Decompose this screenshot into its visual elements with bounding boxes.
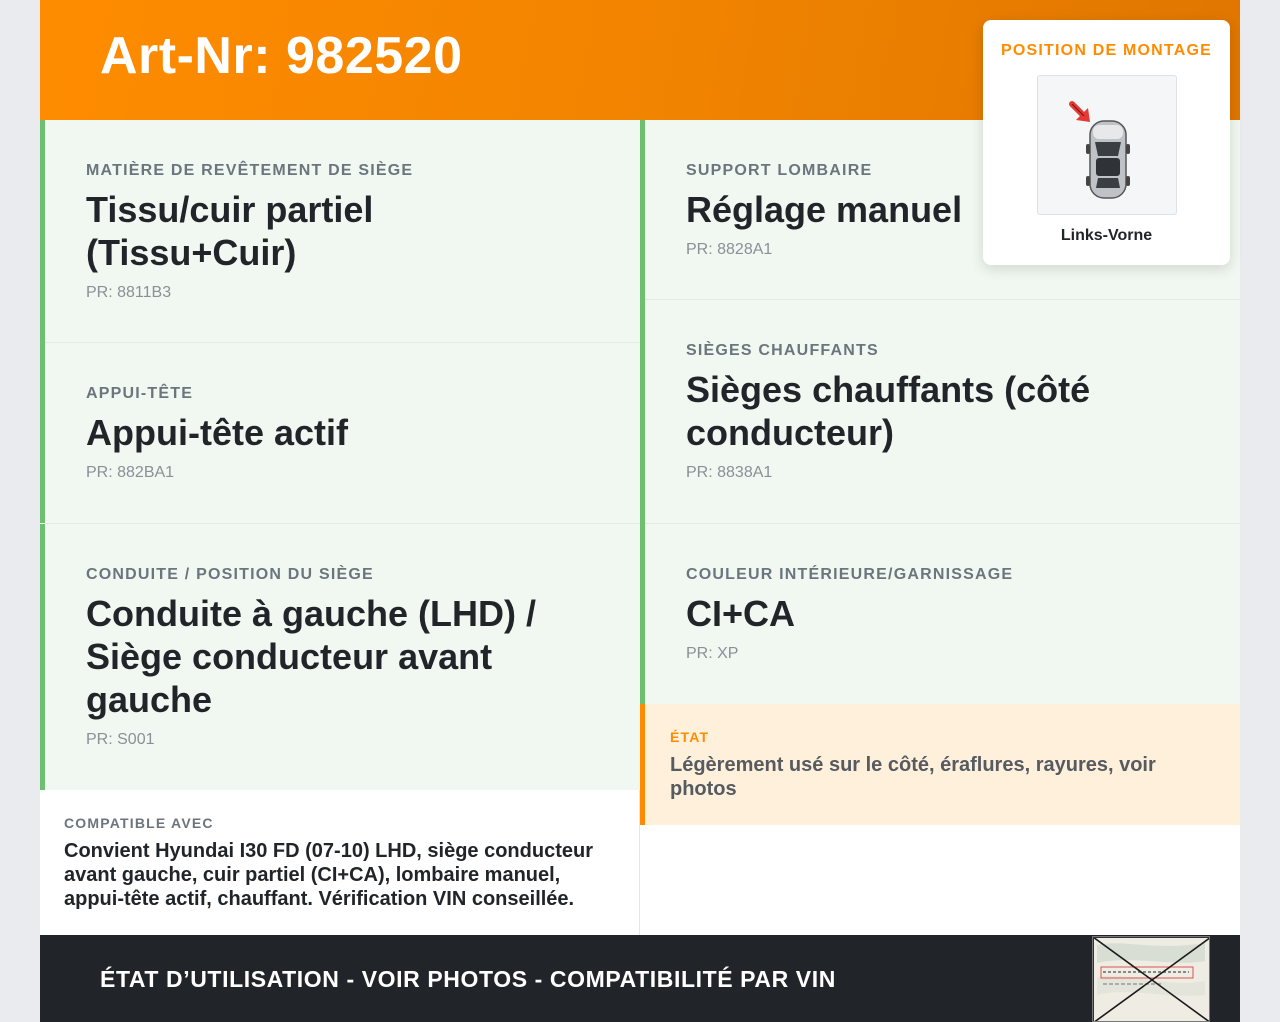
field-pr-code: PR: S001 [86, 731, 155, 748]
field-seat-cover [40, 120, 640, 343]
car-diagram [1037, 75, 1177, 215]
footer-text: ÉTAT D’UTILISATION - VOIR PHOTOS - COMPATIBILITÉ PAR VIN [100, 966, 836, 992]
field-label: SIÈGES CHAUFFANTS [686, 342, 879, 359]
compat-text: Convient Hyundai I30 FD (07-10) LHD, siège conducteur avant gauche, cuir partiel (CI+CA), lombaire manuel, appui-tête actif, chauffant. Vérification VIN conseillée. [64, 840, 593, 910]
car-top-view-icon [1086, 121, 1130, 198]
position-arrow-icon [1072, 104, 1090, 122]
field-label: MATIÈRE DE REVÊTEMENT DE SIÈGE [86, 162, 414, 179]
registration-document-icon [1092, 936, 1210, 1022]
field-pr-code: PR: 8838A1 [686, 464, 773, 481]
field-value: Tissu/cuir partiel (Tissu+Cuir) [86, 189, 374, 273]
field-label: COULEUR INTÉRIEURE/GARNISSAGE [686, 566, 1014, 583]
field-value: CI+CA [686, 593, 796, 634]
field-label: SUPPORT LOMBAIRE [686, 162, 873, 179]
mounting-position-card [983, 20, 1230, 265]
footer-bar [40, 935, 1240, 1022]
compatibility-panel [40, 790, 639, 935]
field-pr-code: PR: XP [686, 645, 739, 662]
field-label: CONDUITE / POSITION DU SIÈGE [86, 566, 374, 583]
divider [639, 790, 640, 935]
field-value: Réglage manuel [686, 189, 963, 230]
field-interior-color [640, 524, 1240, 704]
field-drive-position [40, 524, 640, 790]
condition-label: ÉTAT [670, 729, 710, 745]
field-headrest [40, 343, 640, 523]
field-value: Appui-tête actif [86, 412, 349, 453]
field-heated-seats [640, 300, 1240, 524]
condition-text: Légèrement usé sur le côté, éraflures, rayures, voir photos [670, 754, 1156, 800]
position-caption: Links-Vorne [1060, 227, 1153, 244]
position-label: POSITION DE MONTAGE [1001, 42, 1212, 59]
field-label: APPUI-TÊTE [86, 385, 194, 402]
field-value: Conduite à gauche (LHD) / Siège conducteur avant gauche [86, 593, 536, 720]
field-pr-code: PR: 8828A1 [686, 241, 773, 258]
field-pr-code: PR: 882BA1 [86, 464, 175, 481]
condition-panel [640, 704, 1240, 825]
compat-label: COMPATIBLE AVEC [64, 815, 214, 831]
field-pr-code: PR: 8811B3 [86, 284, 172, 301]
field-value: Sièges chauffants (côté conducteur) [686, 369, 1091, 453]
article-number: Art-Nr: 982520 [100, 27, 463, 85]
